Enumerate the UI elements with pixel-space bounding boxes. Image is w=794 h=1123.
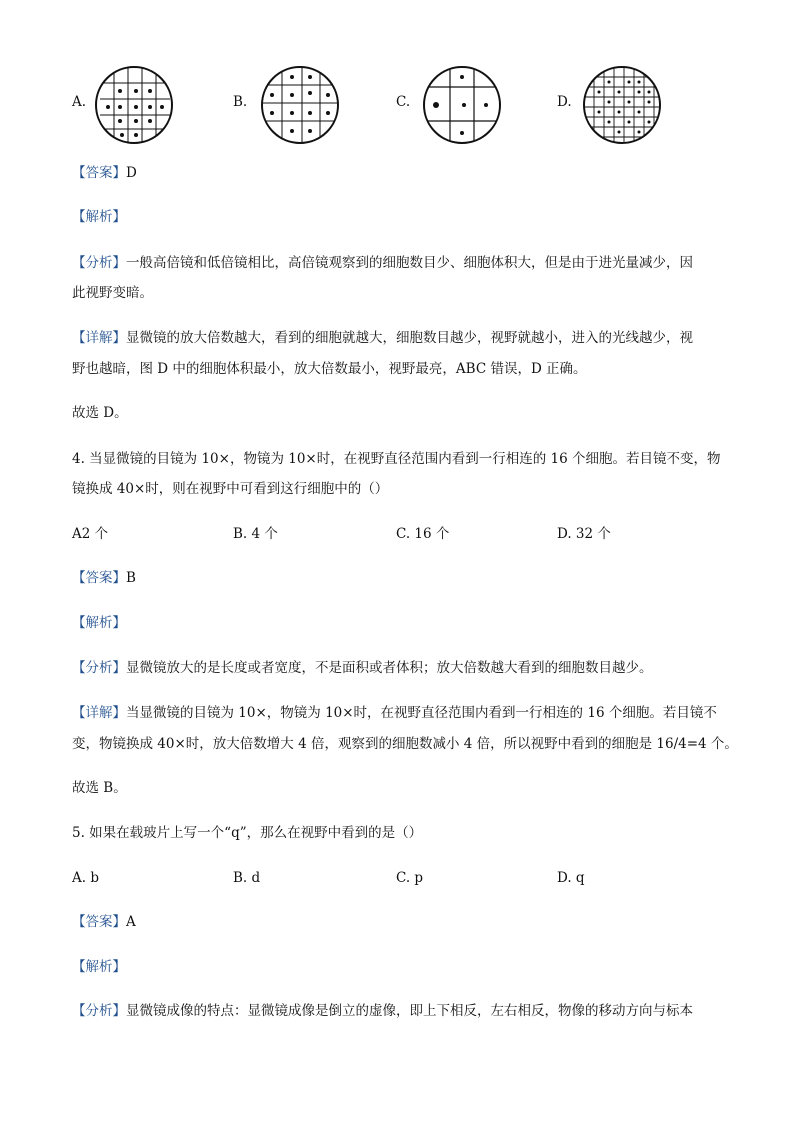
q4-option-d: D. 32 个 <box>557 526 611 542</box>
q5-option-d: D. q <box>557 870 585 886</box>
answer-tag: 【答案】 <box>72 914 126 930</box>
q4-stem-line1: 4. 当显微镜的目镜为 10×，物镜为 10×时，在视野直径范围内看到一行相连的 16 个细胞。若目镜不变，物 <box>72 451 721 467</box>
fenxi-text: 显微镜放大的是长度或者宽度，不是面积或者体积；放大倍数越大看到的细胞数目越少。 <box>126 660 653 676</box>
figure-label-b: B. <box>233 94 248 110</box>
q4-conclusion: 故选 B。 <box>72 780 127 796</box>
xiangjie-tag: 【详解】 <box>72 705 126 721</box>
answer-value: A <box>126 914 136 930</box>
figure-d-cells <box>580 63 664 147</box>
fenxi-tag: 【分析】 <box>72 255 126 271</box>
xiangjie-text: 当显微镜的目镜为 10×，物镜为 10×时，在视野直径范围内看到一行相连的 16 个细胞。若目镜不 <box>126 705 717 721</box>
q5-option-b: B. d <box>233 870 261 886</box>
q4-fenxi-line1 <box>72 658 653 678</box>
fenxi-text: 显微镜成像的特点：显微镜成像是倒立的虚像，即上下相反，左右相反，物像的移动方向与标本 <box>126 1003 693 1019</box>
q4-option-a: A2 个 <box>72 526 109 542</box>
q3-fenxi-line1 <box>72 253 693 273</box>
q5-answer <box>72 912 136 932</box>
q3-analysis-title: 【解析】 <box>72 209 126 225</box>
q5-option-c: C. p <box>396 870 424 886</box>
figure-label-c: C. <box>396 94 411 110</box>
answer-value: B <box>126 570 136 586</box>
xiangjie-text: 显微镜的放大倍数越大，看到的细胞就越大，细胞数目越少，视野就越小，进入的光线越少，视 <box>126 330 693 346</box>
q4-option-c: C. 16 个 <box>396 526 450 542</box>
fenxi-tag: 【分析】 <box>72 660 126 676</box>
q4-xiangjie-line1 <box>72 703 717 723</box>
q4-stem-line2: 镜换成 40×时，则在视野中可看到这行细胞中的（） <box>72 481 389 497</box>
figure-label-d: D. <box>557 94 572 110</box>
figure-label-a: A. <box>72 94 87 110</box>
figure-b-cells <box>258 63 342 147</box>
q5-analysis-title: 【解析】 <box>72 959 126 975</box>
q5-option-a: A. b <box>72 870 99 886</box>
q4-option-b: B. 4 个 <box>233 526 278 542</box>
figure-a-cells <box>92 63 176 147</box>
answer-tag: 【答案】 <box>72 570 126 586</box>
figure-c-cells <box>420 63 504 147</box>
q5-fenxi-line1 <box>72 1001 693 1021</box>
q5-stem-line1: 5. 如果在载玻片上写一个“q”，那么在视野中看到的是（） <box>72 825 423 841</box>
xiangjie-tag: 【详解】 <box>72 330 126 346</box>
q3-conclusion: 故选 D。 <box>72 405 128 421</box>
answer-tag: 【答案】 <box>72 165 126 181</box>
fenxi-tag: 【分析】 <box>72 1003 126 1019</box>
q4-xiangjie-line2: 变，物镜换成 40×时，放大倍数增大 4 倍，观察到的细胞数减小 4 倍，所以视野中看到的细胞是 16/4=4 个。 <box>72 736 738 752</box>
q3-fenxi-line2: 此视野变暗。 <box>72 285 153 301</box>
q4-answer <box>72 568 136 588</box>
q4-analysis-title: 【解析】 <box>72 615 126 631</box>
answer-value: D <box>126 165 137 181</box>
q3-xiangjie-line1 <box>72 328 693 348</box>
q3-xiangjie-line2: 野也越暗，图 D 中的细胞体积最小，放大倍数最小，视野最亮，ABC 错误，D 正确。 <box>72 361 587 377</box>
q3-answer <box>72 163 137 183</box>
fenxi-text: 一般高倍镜和低倍镜相比，高倍镜观察到的细胞数目少、细胞体积大，但是由于进光量减少，因 <box>126 255 693 271</box>
